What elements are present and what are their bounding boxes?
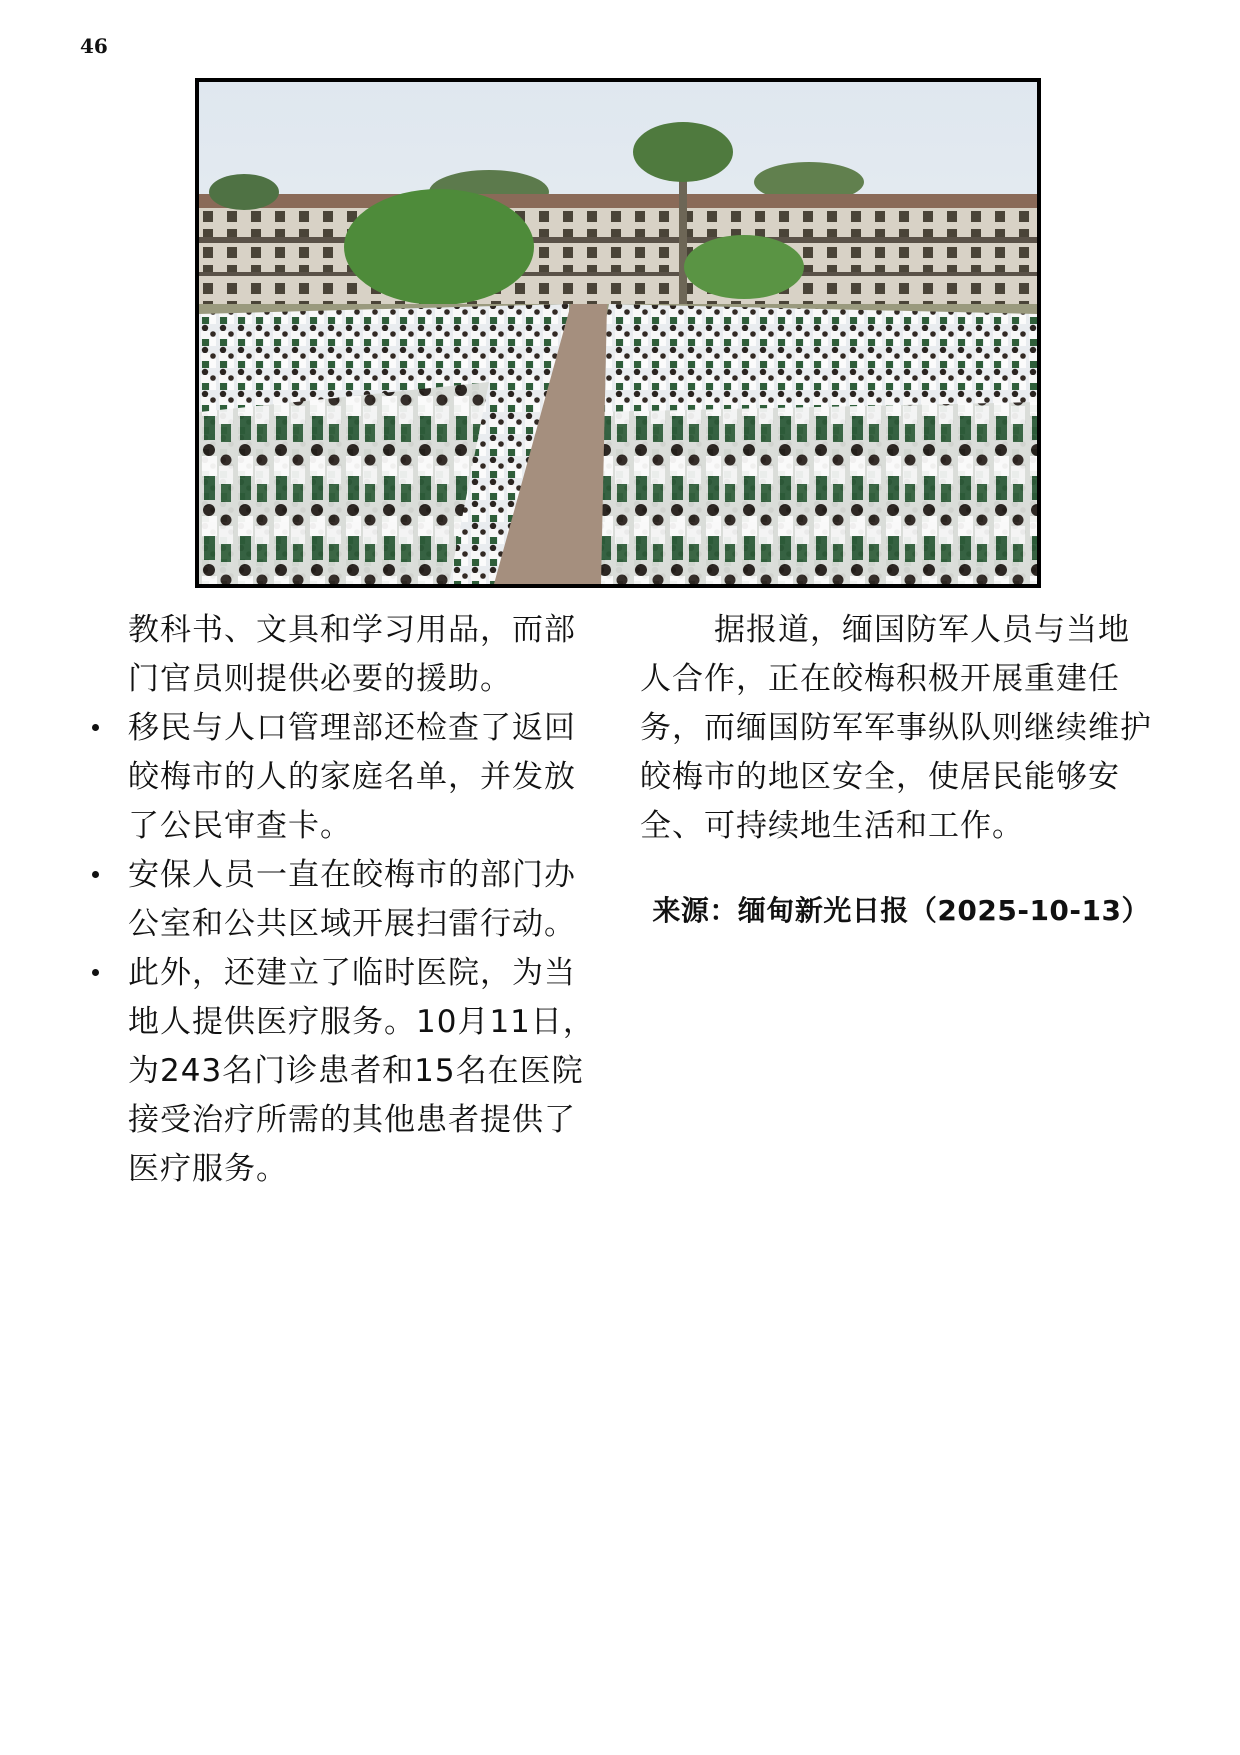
continuation-paragraph: 教科书、文具和学习用品，而部门官员则提供必要的援助。 bbox=[128, 612, 576, 697]
list-item bbox=[128, 704, 604, 851]
source-attribution: 来源：缅甸新光日报（2025-10-13） bbox=[652, 894, 1150, 927]
bullet-icon bbox=[92, 969, 99, 976]
list-item bbox=[128, 851, 604, 949]
list-item bbox=[128, 949, 604, 1194]
article-photo bbox=[195, 78, 1041, 588]
right-column bbox=[640, 606, 1160, 927]
list-item-text: 此外，还建立了临时医院，为当地人提供医疗服务。10月11日，为243名门诊患者和15名在医院接受治疗所需的其他患者提供了医疗服务。 bbox=[128, 955, 595, 1187]
bullet-list bbox=[128, 704, 604, 1194]
bullet-icon bbox=[92, 871, 99, 878]
list-item-text: 安保人员一直在皎梅市的部门办公室和公共区域开展扫雷行动。 bbox=[128, 857, 576, 942]
bullet-icon bbox=[92, 724, 99, 731]
school-assembly-photo-icon bbox=[199, 82, 1037, 584]
report-paragraph: 据报道，缅国防军人员与当地人合作，正在皎梅积极开展重建任务，而缅国防军军事纵队则继续维护皎梅市的地区安全，使居民能够安全、可持续地生活和工作。 bbox=[640, 612, 1152, 844]
left-column bbox=[128, 606, 604, 1194]
page-number: 46 bbox=[80, 34, 108, 58]
list-item-text: 移民与人口管理部还检查了返回皎梅市的人的家庭名单，并发放了公民审查卡。 bbox=[128, 710, 576, 844]
